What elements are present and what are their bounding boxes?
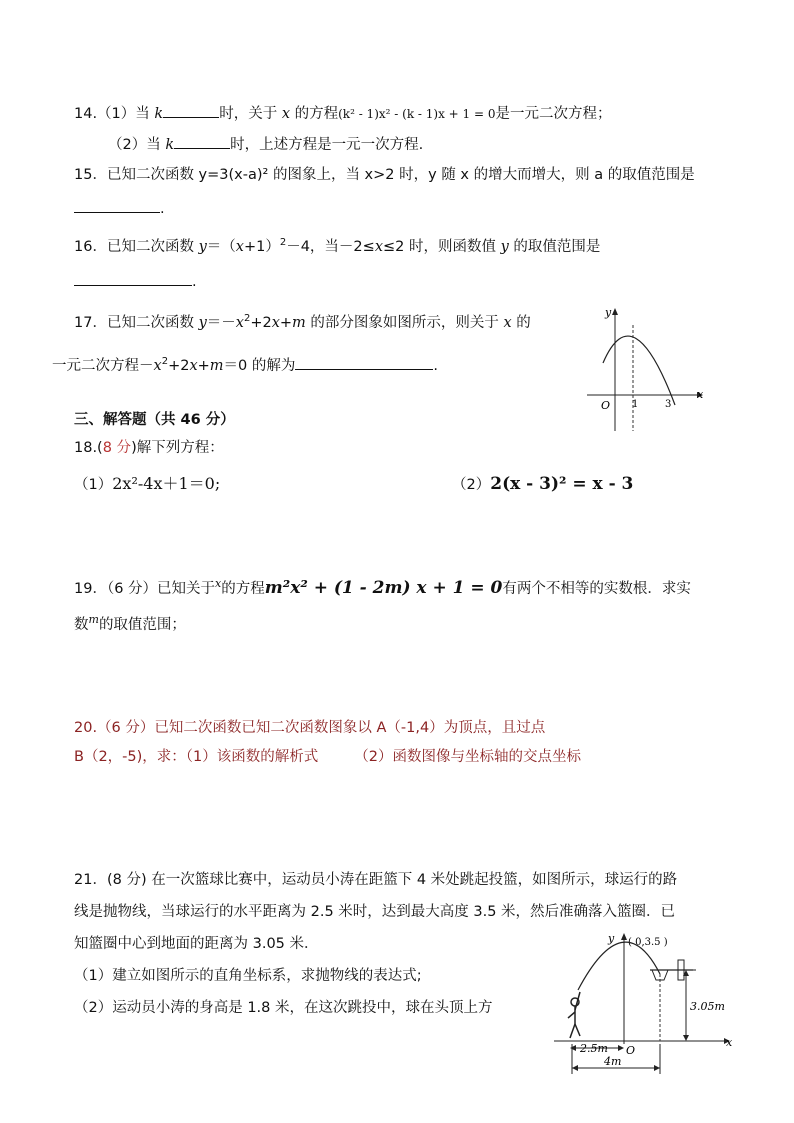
q21-dim-2.5m-arrow-left — [570, 1045, 576, 1051]
q17-line2: 一元二次方程$-x^2+2x+m=0$ 的解为 . — [52, 352, 438, 376]
q21-basketball-figure — [548, 928, 748, 1078]
q16-line2: . — [74, 270, 197, 292]
q14-blank1[interactable] — [163, 102, 219, 118]
q20-line2: B（2，-5)，求：（1）该函数的解析式 （2）函数图像与坐标轴的交点坐标 — [74, 749, 581, 765]
q21-dim-2.5m-arrow-right — [618, 1045, 624, 1051]
section3-title: 三、解答题（共 46 分） — [74, 412, 235, 428]
q17-y-label: y — [605, 306, 612, 319]
q21-line1: 21．(8 分) 在一次篮球比赛中，运动员小涛在距篮下 4 米处跳起投篮，如图所示，球运行的路 — [74, 872, 678, 888]
q21-origin-label: O — [626, 1044, 636, 1057]
q21-dim-4m-arrow-right — [654, 1065, 660, 1071]
q19-line1: 19．（6 分）已知关于$^x$的方程m²x² + (1 - 2m) x + 1 = 0有两个不相等的实数根．求实 — [74, 577, 691, 598]
q15-line2: . — [74, 197, 165, 219]
q21-line5: （2）运动员小涛的身高是 1.8 米，在这次跳投中，球在头顶上方 — [74, 1000, 493, 1016]
q21-vertex-label: ( 0,3.5 ) — [628, 937, 668, 948]
q20-line1: 20.（6 分）已知二次函数已知二次函数图象以 A（-1,4）为顶点，且过点 — [74, 720, 546, 736]
q17-parabola-graph — [585, 303, 715, 433]
q21-height-label: 3.05m — [690, 1000, 725, 1013]
q18-part2: （2）2(x - 3)² = x - 3 — [452, 474, 634, 494]
q21-player-figure — [568, 992, 580, 1038]
q21-height-arrow-bottom — [683, 1035, 689, 1041]
q14-equation: (k² - 1)x² - (k - 1)x + 1 = 0 — [338, 107, 496, 121]
q19-line2: 数$^m$的取值范围； — [74, 613, 186, 633]
q15-blank[interactable] — [74, 197, 160, 213]
q14-blank2[interactable] — [174, 133, 230, 149]
q21-line4: （1）建立如图所示的直角坐标系，求抛物线的表达式; — [74, 968, 422, 984]
q17-y-arrow — [612, 308, 618, 315]
q17-tick-1: 1 — [632, 399, 639, 410]
q21-dist-4m-label: 4m — [604, 1055, 622, 1068]
q21-x-label: x — [726, 1036, 733, 1049]
q17-blank[interactable] — [295, 354, 433, 370]
q21-ball-trajectory — [578, 942, 660, 990]
q21-dist-2.5m-label: 2.5m — [580, 1042, 608, 1055]
q15-line1: 15．已知二次函数 y=3(x-a)² 的图象上，当 x>2 时，y 随 x 的增大而增大，则 a 的取值范围是 — [74, 167, 695, 183]
q21-line3: 知篮圈中心到地面的距离为 3.05 米． — [74, 936, 319, 952]
q21-dim-4m-arrow-left — [572, 1065, 578, 1071]
q21-y-label: y — [608, 932, 615, 945]
q16-line1: 16．已知二次函数 $y=(x+1)^2-4$，当－2≤x≤2 时，则函数值 y 的取值范围是 — [74, 237, 601, 255]
q21-y-arrow — [621, 933, 627, 940]
q14-line2: （2）当 k 时，上述方程是一元一次方程. — [108, 133, 423, 155]
q17-origin-label: O — [601, 399, 611, 412]
q21-line2: 线是抛物线，当球运行的水平距离为 2.5 米时，达到最大高度 3.5 米，然后准确落入篮圈．已 — [74, 904, 676, 920]
q18-heading: 18.(8 分)解下列方程： — [74, 440, 224, 456]
q18-part1: （1）2x²-4x＋1＝0; — [74, 474, 221, 493]
q17-line1: 17．已知二次函数 $y=-x^2+2x+m$ 的部分图象如图所示，则关于 x 的 — [74, 313, 531, 331]
q17-tick-3: 3 — [665, 399, 672, 410]
q16-blank[interactable] — [74, 270, 192, 286]
q17-x-label: x — [697, 388, 704, 401]
q14-line1: 14.（1）当 k 时，关于 x 的方程(k² - 1)x² - (k - 1)x + 1 = 0是一元二次方程； — [74, 102, 612, 124]
